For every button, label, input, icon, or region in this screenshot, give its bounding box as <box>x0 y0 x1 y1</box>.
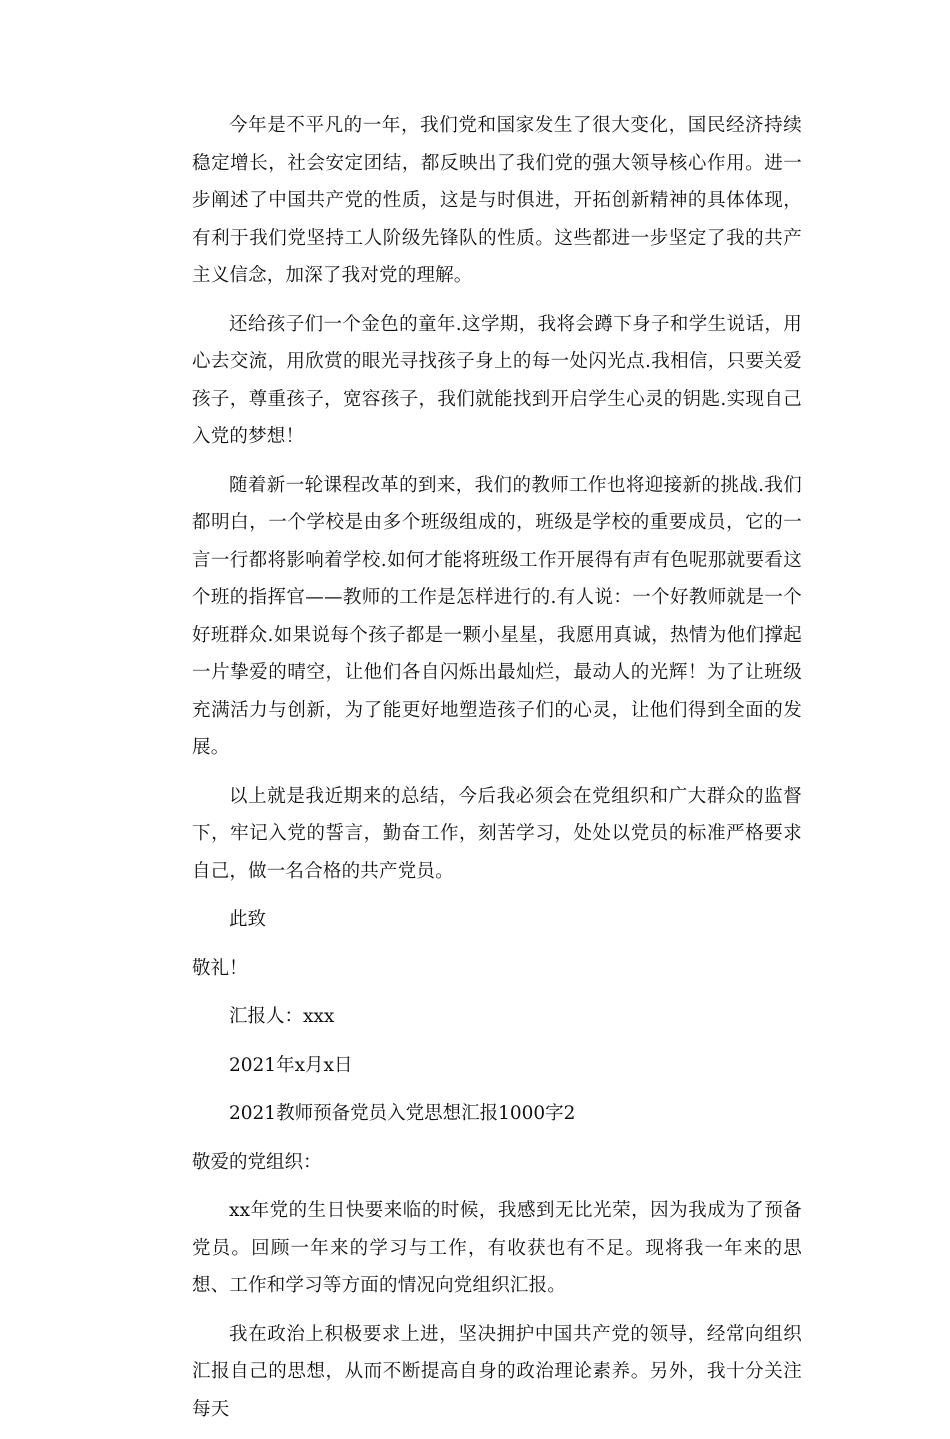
paragraph-5: xx年党的生日快要来临的时候，我感到无比光荣，因为我成为了预备党员。回顾一年来的学习与工作，有收获也有不足。现将我一年来的思想、工作和学习等方面的情况向党组织汇报。 <box>192 1200 802 1296</box>
closing-ci-zhi: 此致 <box>229 909 267 930</box>
paragraph-3: 随着新一轮课程改革的到来，我们的教师工作也将迎接新的挑战.我们都明白，一个学校是由多个班级组成的，班级是学校的重要成员，它的一言一行都将影响着学校.如何才能将班级工作开展得有声有色呢那就要看这个班的指挥官——教师的工作是怎样进行的.有人说：一个好教师就是一个好班群众.如果说每个孩子都是一颗小星星，我愿用真诚，热情为他们撑起一片挚爱的晴空，让他们各自闪烁出最灿烂，最动人的光辉！为了让班级充满活力与创新，为了能更好地塑造孩子们的心灵，让他们得到全面的发展。 <box>192 474 802 758</box>
paragraph-6: 我在政治上积极要求上进，坚决拥护中国共产党的领导，经常向组织汇报自己的思想，从而不断提高自身的政治理论素养。另外，我十分关注每天 <box>192 1323 802 1420</box>
document-body <box>192 107 802 1439</box>
salutation: 敬爱的党组织： <box>192 1151 322 1173</box>
paragraph-2: 还给孩子们一个金色的童年.这学期，我将会蹲下身子和学生说话，用心去交流，用欣赏的眼光寻找孩子身上的每一处闪光点.我相信，只要关爱孩子，尊重孩子，宽容孩子，我们就能找到开启学生心灵的钥匙.实现自己入党的梦想！ <box>192 313 802 447</box>
next-report-title: 2021教师预备党员入党思想汇报1000字2 <box>229 1103 576 1124</box>
paragraph-4: 以上就是我近期来的总结，今后我必须会在党组织和广大群众的监督下，牢记入党的誓言，勤奋工作，刻苦学习，处处以党员的标准严格要求自己，做一名合格的共产党员。 <box>192 785 802 882</box>
paragraph-1: 今年是不平凡的一年，我们党和国家发生了很大变化，国民经济持续稳定增长，社会安定团结，都反映出了我们党的强大领导核心作用。进一步阐述了中国共产党的性质，这是与时俱进，开拓创新精神的具体体现，有利于我们党坚持工人阶级先锋队的性质。这些都进一步坚定了我的共产主义信念，加深了我对党的理解。 <box>192 115 802 286</box>
closing-jing-li: 敬礼！ <box>192 957 248 979</box>
date-line: 2021年x月x日 <box>229 1054 353 1076</box>
reporter-line: 汇报人：xxx <box>229 1006 335 1027</box>
